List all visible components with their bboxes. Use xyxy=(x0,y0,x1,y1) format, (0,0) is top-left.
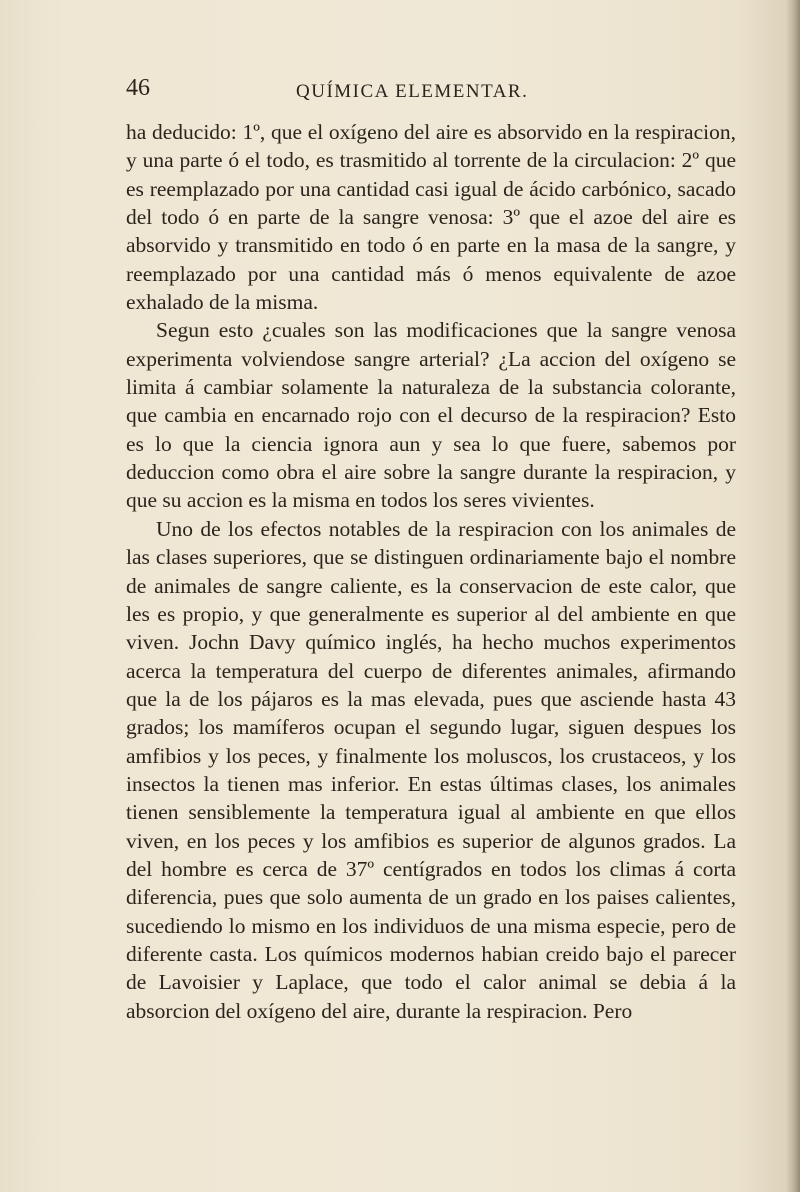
page-edge-shadow xyxy=(786,0,800,1192)
page-header xyxy=(126,76,736,108)
page-number: 46 xyxy=(126,75,150,101)
paragraph-1: ha deducido: 1º, que el oxígeno del aire es absorvido en la respiracion, y una parte ó el todo, es trasmitido al torrente de la circulacion: 2º que es reemplazado por una cantidad casi igual de ácido carbónico, sacado del todo ó en parte de la sangre venosa: 3º que el azoe del aire es absorvido y transmitido en todo ó en parte en la masa de la sangre, y reemplazado por una cantidad más ó menos equivalente de azoe exhalado de la misma. xyxy=(126,120,736,315)
paragraph-3: Uno de los efectos notables de la respiracion con los animales de las clases superiores, que se distinguen ordinariamente bajo el nombre de animales de sangre caliente, es la conservacion de este calor, que les es propio, y que generalmente es superior al del ambiente en que viven. Jochn Davy químico inglés, ha hecho muchos experimentos acerca la temperatura del cuerpo de diferentes animales, afirmando que la de los pájaros es la mas elevada, pues que asciende hasta 43 grados; los mamíferos ocupan el segundo lugar, siguen despues los amfibios y los peces, y finalmente los moluscos, los crustaceos, y los insectos la tienen mas inferior. En estas últimas clases, los animales tienen sensiblemente la temperatura igual al ambiente en que ellos viven, en los peces y los amfibios es superior de algunos grados. La del hombre es cerca de 37º centígrados en todos los climas á corta diferencia, pues que solo aumenta de un grado en los paises calientes, sucediendo lo mismo en los individuos de una misma especie, pero de diferente casta. Los químicos modernos habian creido bajo el parecer de Lavoisier y Laplace, que todo el calor animal se debia á la absorcion del oxígeno del aire, durante la respiracion. Pero xyxy=(126,516,736,1023)
body-text xyxy=(126,118,736,1025)
paragraph-2: Segun esto ¿cuales son las modificaciones que la sangre venosa experimenta volviendose sangre arterial? ¿La accion del oxígeno se limita á cambiar solamente la naturaleza de la substancia colorante, que cambia en encarnado rojo con el decurso de la respiracion? Esto es lo que la ciencia ignora aun y sea lo que fuere, sabemos por deduccion como obra el aire sobre la sangre durante la respiracion, y que su accion es la misma en todos los seres vivientes. xyxy=(126,318,736,513)
running-title: QUÍMICA ELEMENTAR. xyxy=(296,81,529,102)
